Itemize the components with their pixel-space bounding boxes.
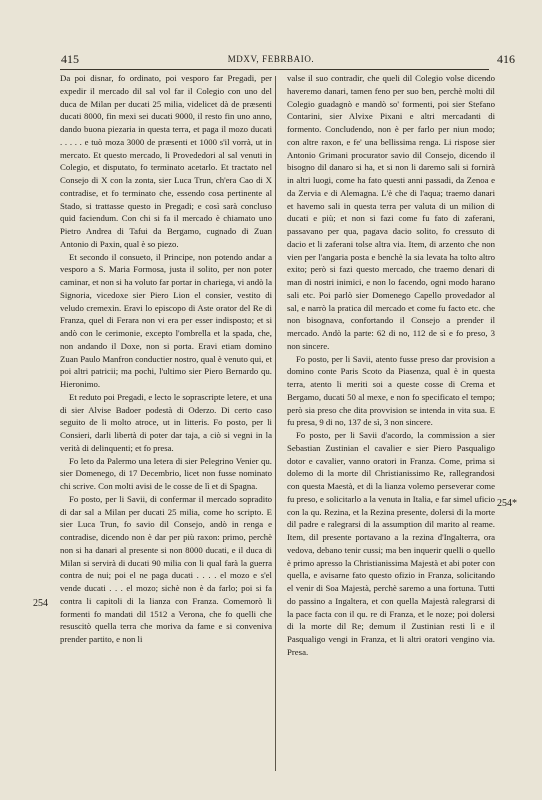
paragraph: Fo posto, per li Savii d'acordo, la commission a sier Sebastian Zustinian el cavalier e sier Piero Pasqualigo dotor e cavalier, vanno oratori in Franza. Come, prima si dolemo di la morte dil Christianissimo Re, rallegrandosi con questa Maestà, et di la lianza volemo perseverar come fu preso, e solicitarlo a la venuta in Italia, e far simel uficio con la qu. Rezina, et la Rezina presente, dolersi di la morte dil padre e ralegrarsi di la assumption dil marito al reame. Item, dil presente portavano a la rezina d'Ingalterra, ora vedova, debano tenir cussi; ma ben inquerir quelli o quello è primo apresso la Christianissima Majestà et abi poter con quella, e avisarne fato questo ofizio in Franza, solicitando el venir di Soa Majestà, perchè saremo a una fortuna. Tutti do passino a Ingaltera, et con quella Majestà ralegrarsi di la pace facta con il qu. re di Franza, et le noze; poi dolersi di la morte dil Re; demum il Zustinian resti lì e il Pasqualigo vengi in Franza, et li altri oratori vengino via. Presa. [287,430,495,657]
right-column [287,72,495,659]
margin-number-right: 254* [497,498,517,509]
left-column [60,72,272,646]
running-title: MDXV, FEBRBAIO. [227,54,315,64]
page-number-right: 416 [497,52,515,66]
header-rule [60,69,489,70]
paragraph: Fo leto da Palermo una letera di sier Pelegrino Venier qu. sier Domenego, di 17 Decembrio, licet non fusse nominato chi scrive. Con molti avisi de le cosse de lì et di Spagna. [60,455,272,491]
paragraph: valse il suo contradir, che queli dil Colegio volse dicendo haveremo danari, tamen feno per suo ben, perchè molti dil Colegio guadagnò e mandò so' formenti, poi sier Stefano Contarini, sier Alvixe Pixani e altri mercadanti di formento. Concludendo, non è per farlo per niun modo; con altre raxon, e fe' una bellissima renga. Li rispose sier Antonio Grimani procurator savio dil Consejo, dicendo il bisogno dil danaro si ha, et si non li daremo sali si fornirà in altri luogi, come ha fato questi anni passadi, da Zenoa e da Zervia e di Alemagna. L'è che di l'aqua; traemo danari et havemo sali in questa terra per valuta di un milion di ducati e più; et non si fazi come fu fato di zaferani, passavano per qua, pagava dacio solito, fo cressuto di dacio et li zaferani tolse altra via. Item, di arzento che non vien per l'angaria posta e benchè la sia levata ha tolto altro exito; però si fazi questo mercado, che traemo denari di man di nostri inimici, e non lo facendo, ogni modo harano sali etc. Poi parlò sier Domenego Capello provedador al sal, e narrò la pratica dil mercado et come fu facto etc. che non bisognava, confortando il Consejo a prender il mercado. Andò la parte: 62 di no, 112 de sì e fo preso, 3 non sincere. [287,73,495,351]
paragraph: Et reduto poi Pregadi, e lecto le soprascripte letere, et una di sier Alvise Badoer podestà di Oderzo. Di certo caso seguito de li molto atroce, ut in litteris. Fo posto, per li Consieri, darli libertà di poter dar taja, a ciò si vegni in la verità di delinquenti; et fo presa. [60,391,272,453]
page-header [0,52,542,68]
paragraph: Fo posto, per li Savii, atento fusse preso dar provision a domino conte Paris Scoto da Piasenza, qual è in questa terra, atento li meriti soi a queste cosse di Crema et Bergamo, ducati 50 al mexe, e non fo specificato el tempo; però sia preso che dita provvision se intenda in vita sua. E fu presa, 9 di no, 137 de sì, 3 non sincere. [287,353,495,428]
paragraph: Et secondo il consueto, il Principe, non potendo andar a vesporo a S. Maria Formosa, justa il solito, per non poter caminar, et non si ha voluto far portar in chariega, vi andò la Signoria, vicedoxe sier Piero Lion el consier, vestito di veludo cremexin. Eravi lo episcopo di Aste orator del Re di Franza, quel di Ferara non vi era per esser indisposto; et si andò con le cerimonie, excepto l'ombrella et la spada, che, non andando il Doxe, non si porta. Eravi etiam domino Zuan Paulo Manfron conductier nostro, qual è venuto qui, et poi altri patricii; ma pochi, l'ultimo sier Piero Bernardo qu. Hieronimo. [60,251,272,389]
column-divider [275,76,276,771]
page-number-left: 415 [61,52,79,66]
paragraph: Da poi disnar, fo ordinato, poi vesporo far Pregadi, per expedir il mercado dil sal vol far il Colegio con uno del duca de Milan per ducati 25 milia, videlicet dà de præsenti ducati 8000, fin mexi sei ducati 9000, il resto fin uno anno, dando buona piezaria in questa terra, et paga il mozo ducati . . . . . e tuò moza 3000 de præsenti et 1000 s'il vorrà, ut in mercato. Et questo mercado, li Provededori al sal venuti in Colegio, et disputato, fo terminato acetarlo. Et tractato nel Consejo di X con la zonta, sier Luca Trun, ch'era Cao di X contradise, et fo terminato che, essendo cosa pertinente al Stado, si trattasse questo in Pregadi; e così sarà concluso quid faciendum. Con chi si fa il mercado è chiamato uno Pietro Andrea di Tafui da Bergamo, cugnado di Zuan Antonio di Paxin, qual è so piezo. [60,73,272,249]
paragraph: Fo posto, per li Savii, di confermar il mercado sopradito di dar sal a Milan per ducati 25 milia, come ho scripto. E sier Luca Trun, fo savio dil Consejo, andò in renga e contradise, dicendo non è dar per più raxon: primo, perchè non si ha danari al presente si non 8000 ducati, e il duca di Milan si servirà di ducati 90 milia con li qual farà la guerra contra de nui; poi el ne paga ducati . . . . el mozo e s'el vende ducati . . . el mozo; sichè non è da farlo; poi si fa contra li capitoli di la lianza con Franza. Comemorò li formenti fo mandati dil 1512 a Verona, che fo quelli che resuscitò quella terra che moriva da fame e si conveniva prender partito, e non li [60,493,272,644]
margin-number-left: 254 [33,598,48,609]
